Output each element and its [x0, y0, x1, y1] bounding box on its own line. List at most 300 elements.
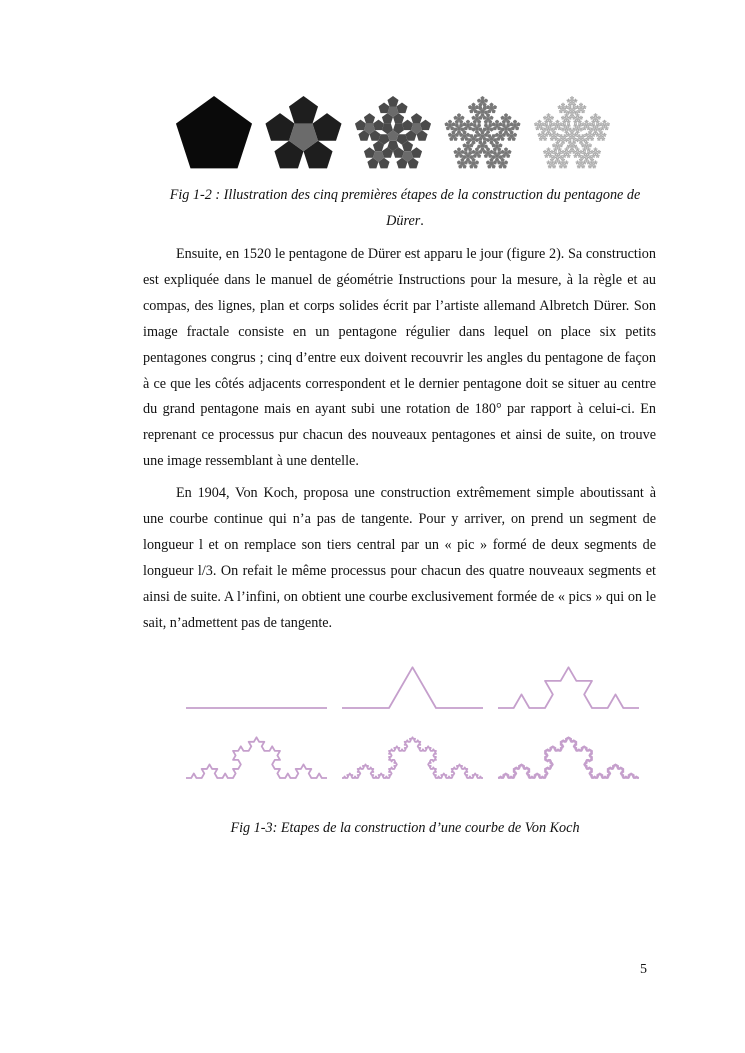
- pentagon-tile: [550, 117, 552, 119]
- pentagon-tile: [562, 121, 564, 123]
- durer-stage-2: [355, 96, 431, 168]
- pentagon-tile: [575, 161, 577, 163]
- pentagon-tile: [589, 122, 591, 124]
- pentagon-tile: [595, 160, 597, 162]
- pentagon-tile: [573, 121, 575, 123]
- pentagon-tile: [607, 127, 609, 129]
- pentagon-tile: [569, 134, 571, 136]
- pentagon-tile: [584, 136, 586, 138]
- pentagon-tile: [549, 148, 551, 150]
- pentagon-tile: [564, 161, 566, 163]
- pentagon-tile: [489, 150, 493, 154]
- pentagon-tile: [500, 116, 504, 120]
- pentagon-tile: [548, 113, 550, 115]
- pentagon-tile: [578, 140, 580, 142]
- pentagon-tile: [597, 117, 599, 119]
- pentagon-tile: [584, 157, 586, 159]
- pentagon-tile: [582, 122, 584, 124]
- pentagon-tile: [577, 165, 579, 167]
- pentagon-tile: [466, 120, 470, 124]
- pentagon-tile: [605, 121, 607, 123]
- pentagon-tile: [566, 136, 568, 138]
- pentagon-tile: [504, 113, 508, 117]
- pentagon-tile: [489, 128, 493, 132]
- pentagon-tile: [564, 114, 566, 116]
- pentagon-tile: [584, 123, 586, 125]
- pentagon-tile: [593, 151, 595, 153]
- pentagon-tile: [448, 120, 452, 124]
- pentagon-tile: [577, 110, 579, 112]
- pentagon-tile: [575, 140, 577, 142]
- pentagon-tile: [561, 129, 563, 131]
- pentagon-tile: [561, 151, 563, 153]
- pentagon-tile: [580, 150, 582, 152]
- pentagon-tile: [560, 127, 562, 129]
- pentagon-tile: [584, 110, 586, 112]
- pentagon-tile: [573, 155, 575, 157]
- pentagon-tile: [564, 140, 566, 142]
- pentagon-tile: [548, 147, 550, 149]
- pentagon-tile: [540, 134, 542, 136]
- figure-1-3-caption: Fig 1-3: Etapes de la construction d’une courbe de Von Koch: [230, 820, 580, 836]
- pentagon-tile: [513, 120, 517, 124]
- pentagon-tile: [590, 144, 592, 146]
- pentagon-tile: [580, 125, 582, 127]
- pentagon-tile: [364, 113, 375, 124]
- pentagon-tile: [552, 144, 554, 146]
- pentagon-tile: [598, 121, 600, 123]
- pentagon-tile: [561, 117, 563, 119]
- pentagon-tile: [500, 150, 504, 154]
- pentagon-tile: [444, 122, 448, 126]
- pentagon-tile: [591, 155, 593, 157]
- pentagon-tile: [591, 134, 593, 136]
- pentagon-tile: [598, 116, 600, 118]
- pentagon-tile: [541, 123, 543, 125]
- pentagon-tile: [567, 140, 569, 142]
- pentagon-tile: [493, 105, 497, 109]
- pentagon-tile: [573, 125, 575, 127]
- pentagon-tile: [568, 103, 570, 105]
- pentagon-tile: [396, 103, 407, 114]
- pentagon-tile: [462, 122, 466, 126]
- pentagon-tile: [578, 161, 580, 163]
- pentagon-tile: [557, 138, 559, 140]
- pentagon-tile: [606, 123, 608, 125]
- pentagon-tile: [466, 133, 470, 137]
- pentagon-tile: [602, 121, 604, 123]
- pentagon-tile: [564, 129, 566, 131]
- pentagon-tile: [552, 117, 554, 119]
- pentagon-tile: [569, 112, 571, 114]
- pentagon-tile: [475, 105, 479, 109]
- pentagon-tile: [546, 138, 548, 140]
- pentagon-tile: [591, 116, 593, 118]
- pentagon-tile: [582, 161, 584, 163]
- pentagon-tile: [589, 143, 591, 145]
- pentagon-tile: [564, 106, 566, 108]
- pentagon-tile: [566, 141, 568, 143]
- pentagon-tile: [537, 121, 539, 123]
- pentagon-tile: [480, 96, 484, 100]
- pentagon-tile: [453, 116, 457, 120]
- pentagon-tile: [557, 106, 559, 108]
- pentagon-tile: [411, 147, 422, 158]
- pentagon-tile: [552, 123, 554, 125]
- pentagon-tile: [566, 165, 568, 167]
- pentagon-tile: [568, 142, 570, 144]
- pentagon-tile: [566, 160, 568, 162]
- pentagon-tile: [567, 161, 569, 163]
- pentagon-tile: [598, 125, 600, 127]
- pentagon-tile: [561, 103, 563, 105]
- pentagon-tile: [579, 117, 581, 119]
- pentagon-tile: [477, 98, 481, 102]
- pentagon-tile: [560, 153, 562, 155]
- pentagon-tile: [605, 134, 607, 136]
- pentagon-tile: [553, 122, 555, 124]
- pentagon-tile: [551, 134, 553, 136]
- pentagon-tile: [591, 125, 593, 127]
- pentagon-tile: [569, 99, 571, 101]
- pentagon-tile: [543, 151, 545, 153]
- pentagon-tile: [453, 150, 457, 154]
- pentagon-tile: [589, 161, 591, 163]
- paragraph-koch: En 1904, Von Koch, proposa une construction extrêmement simple aboutissant à une courbe continue qui n’a pas de tangente. Pour y arriver, on prend un segment de longueur l et on remplace son tiers central par un « pic » formé de deux segments de longueur l/3. On refait le même processus pour chacun des quatre nouveaux segments et ainsi de suite. A l’infini, on obtient une courbe exclusivement formée de « pics » qui on le sait, n’admettent pas de tangente.: [143, 485, 656, 631]
- pentagon-tile: [587, 142, 589, 144]
- pentagon-tile: [566, 99, 568, 101]
- pentagon-tile: [498, 122, 502, 126]
- pentagon-tile: [564, 132, 566, 134]
- pentagon-tile: [555, 134, 557, 136]
- pentagon-tile: [460, 116, 464, 120]
- pentagon-tile: [559, 110, 561, 112]
- pentagon-tile: [471, 128, 475, 132]
- pentagon-tile: [578, 148, 580, 150]
- pentagon-tile: [486, 160, 490, 164]
- pentagon-tile: [589, 127, 591, 129]
- pentagon-tile: [420, 120, 431, 131]
- pentagon-tile: [551, 125, 553, 127]
- pentagon-tile: [553, 148, 555, 150]
- pentagon-tile: [537, 134, 539, 136]
- page-number: 5: [640, 962, 647, 977]
- pentagon-tile: [581, 129, 583, 131]
- pentagon-tile: [560, 122, 562, 124]
- pentagon-tile: [571, 96, 573, 98]
- pentagon-tile: [582, 153, 584, 155]
- pentagon-tile: [312, 113, 341, 141]
- pentagon-tile: [588, 165, 590, 167]
- pentagon-tile: [585, 106, 587, 108]
- pentagon-tile: [575, 103, 577, 105]
- pentagon-tile: [568, 108, 570, 110]
- pentagon-tile: [553, 161, 555, 163]
- pentagon-tile: [584, 134, 586, 136]
- pentagon-tile: [551, 150, 553, 152]
- pentagon-tile: [550, 138, 552, 140]
- pentagon-tile: [589, 148, 591, 150]
- pentagon-tile: [577, 160, 579, 162]
- figure-1-2-caption-period: .: [420, 213, 424, 229]
- figure-1-2-caption-line1: Fig 1-2 : Illustration des cinq premières étapes de la construction du pentagone de: [169, 187, 641, 203]
- pentagon-tile: [550, 159, 552, 161]
- pentagon-tile: [544, 116, 546, 118]
- pentagon-tile: [569, 155, 571, 157]
- pentagon-tile: [546, 129, 548, 131]
- pentagon-tile: [568, 151, 570, 153]
- pentagon-tile: [564, 148, 566, 150]
- pentagon-tile: [469, 122, 473, 126]
- pentagon-tile: [558, 121, 560, 123]
- pentagon-tile: [564, 142, 566, 144]
- pentagon-tile: [555, 121, 557, 123]
- pentagon-tile: [586, 133, 588, 135]
- koch-stage-2: [498, 667, 639, 708]
- pentagon-tile: [540, 121, 542, 123]
- pentagon-tile: [555, 144, 557, 146]
- pentagon-tile: [457, 147, 461, 151]
- pentagon-tile: [598, 155, 600, 157]
- pentagon-tile: [602, 134, 604, 136]
- pentagon-tile: [604, 120, 606, 122]
- pentagon-tile: [579, 129, 581, 131]
- pentagon-tile: [578, 132, 580, 134]
- pentagon-tile: [491, 122, 495, 126]
- pentagon-tile: [597, 129, 599, 131]
- pentagon-tile: [548, 165, 550, 167]
- pentagon-tile: [599, 117, 601, 119]
- pentagon-tile: [387, 96, 398, 107]
- pentagon-tile: [580, 155, 582, 157]
- pentagon-tile: [577, 141, 579, 143]
- pentagon-tile: [509, 122, 513, 126]
- pentagon-tile: [568, 138, 570, 140]
- pentagon-tile: [580, 116, 582, 118]
- pentagon-tile: [573, 99, 575, 101]
- pentagon-tile: [504, 160, 508, 164]
- pentagon-tile: [544, 134, 546, 136]
- pentagon-tile: [566, 105, 568, 107]
- pentagon-tile: [355, 120, 366, 131]
- pentagon-tile: [468, 105, 472, 109]
- pentagon-tile: [596, 114, 598, 116]
- pentagon-tile: [549, 114, 551, 116]
- pentagon-tile: [546, 114, 548, 116]
- pentagon-tile: [582, 106, 584, 108]
- pentagon-tile: [373, 120, 384, 131]
- pentagon-tile: [580, 130, 582, 132]
- koch-stage-4: [342, 737, 483, 778]
- pentagon-tile: [569, 146, 571, 148]
- pentagon-tile: [564, 159, 566, 161]
- pentagon-tile: [584, 144, 586, 146]
- pentagon-tile: [600, 122, 602, 124]
- pentagon-tile: [575, 117, 577, 119]
- pentagon-tile: [598, 150, 600, 152]
- pentagon-tile: [581, 103, 583, 105]
- pentagon-tile: [504, 147, 508, 151]
- pentagon-tile: [575, 129, 577, 131]
- pentagon-tile: [580, 103, 582, 105]
- pentagon-tile: [568, 98, 570, 100]
- pentagon-tile: [602, 123, 604, 125]
- pentagon-tile: [579, 159, 581, 161]
- pentagon-tile: [589, 153, 591, 155]
- pentagon-tile: [489, 103, 493, 107]
- pentagon-tile: [475, 138, 479, 142]
- pentagon-tile: [553, 143, 555, 145]
- pentagon-tile: [588, 131, 590, 133]
- pentagon-tile: [507, 116, 511, 120]
- durer-pentagon-figure: [172, 90, 640, 176]
- pentagon-tile: [607, 122, 609, 124]
- pentagon-tile: [549, 161, 551, 163]
- pentagon-tile: [591, 121, 593, 123]
- pentagon-tile: [535, 127, 537, 129]
- pentagon-tile: [551, 121, 553, 123]
- pentagon-tile: [593, 114, 595, 116]
- pentagon-tile: [595, 165, 597, 167]
- pentagon-tile: [575, 98, 577, 100]
- pentagon-tile: [558, 134, 560, 136]
- pentagon-tile: [457, 160, 461, 164]
- pentagon-tile: [581, 123, 583, 125]
- pentagon-tile: [546, 151, 548, 153]
- figure-1-2-caption: [150, 182, 660, 234]
- pentagon-tile: [567, 106, 569, 108]
- pentagon-tile: [289, 96, 318, 124]
- pentagon-tile: [495, 133, 499, 137]
- pentagon-tile: [559, 157, 561, 159]
- pentagon-tile: [587, 134, 589, 136]
- pentagon-tile: [557, 120, 559, 122]
- pentagon-tile: [471, 116, 475, 120]
- pentagon-tile: [575, 106, 577, 108]
- pentagon-tile: [575, 138, 577, 140]
- koch-curve-figure: [184, 660, 654, 790]
- pentagon-tile: [590, 151, 592, 153]
- pentagon-tile: [569, 125, 571, 127]
- pentagon-tile: [265, 113, 294, 141]
- pentagon-tile: [546, 148, 548, 150]
- pentagon-tile: [561, 123, 563, 125]
- durer-stage-3: [444, 96, 520, 168]
- pentagon-tile: [579, 151, 581, 153]
- pentagon-tile: [553, 153, 555, 155]
- pentagon-tile: [555, 131, 557, 133]
- pentagon-tile: [595, 113, 597, 115]
- pentagon-tile: [581, 151, 583, 153]
- pentagon-tile: [582, 148, 584, 150]
- pentagon-tile: [462, 143, 466, 147]
- pentagon-tile: [578, 106, 580, 108]
- pentagon-tile: [475, 160, 479, 164]
- pentagon-tile: [559, 105, 561, 107]
- pentagon-tile: [576, 99, 578, 101]
- pentagon-tile: [541, 131, 543, 133]
- pentagon-tile: [364, 147, 375, 158]
- pentagon-tile: [573, 112, 575, 114]
- pentagon-tile: [581, 117, 583, 119]
- pentagon-tile: [557, 133, 559, 135]
- pentagon-tile: [586, 138, 588, 140]
- durer-stage-0: [176, 96, 252, 168]
- paragraph-durer: Ensuite, en 1520 le pentagone de Dürer est apparu le jour (figure 2). Sa construction est expliquée dans le manuel de géométrie Instructions pour la mesure, à la règle et au compas, des lignes, plan et corps solides écrit par l’artiste allemand Albretch Dürer. Son image fractale consiste en un pentagone régulier dans lequel on place six petits pentagones congrus ; cinq d’entre eux doivent recouvrir les angles du pentagone de façon à ce que les côtés adjacents correspondent et le dernier pentagone doit se situer au centre du grand pentagone mais en ayant subi une rotation de 180° par rapport à celui-ci. En reprenant ce processus pur chacun des nouveaux pentagones et ainsi de suite, on trouve une image ressemblant à une dentelle.: [143, 246, 656, 470]
- figure-1-2-caption-line2: Dürer: [386, 213, 421, 229]
- pentagon-tile: [498, 143, 502, 147]
- pentagon-tile: [559, 123, 561, 125]
- pentagon-tile: [562, 155, 564, 157]
- pentagon-tile: [559, 136, 561, 138]
- pentagon-tile: [564, 151, 566, 153]
- pentagon-tile: [176, 96, 252, 168]
- pentagon-tile: [586, 120, 588, 122]
- pentagon-tile: [562, 125, 564, 127]
- pentagon-tile: [588, 123, 590, 125]
- pentagon-tile: [580, 121, 582, 123]
- durer-stage-4: [534, 96, 610, 168]
- pentagon-tile: [544, 125, 546, 127]
- pentagon-tile: [550, 129, 552, 131]
- pentagon-tile: [534, 123, 536, 125]
- pentagon-tile: [566, 110, 568, 112]
- pentagon-tile: [596, 148, 598, 150]
- pentagon-tile: [591, 150, 593, 152]
- pentagon-tile: [597, 151, 599, 153]
- pentagon-tile: [548, 160, 550, 162]
- pentagon-tile: [546, 117, 548, 119]
- pentagon-tile: [551, 116, 553, 118]
- pentagon-tile: [489, 116, 493, 120]
- pentagon-tile: [569, 121, 571, 123]
- pentagon-tile: [593, 138, 595, 140]
- pentagon-tile: [544, 150, 546, 152]
- pentagon-tile: [550, 151, 552, 153]
- pentagon-tile: [604, 133, 606, 135]
- pentagon-tile: [599, 151, 601, 153]
- pentagon-tile: [552, 151, 554, 153]
- pentagon-tile: [600, 127, 602, 129]
- pentagon-tile: [539, 138, 541, 140]
- pentagon-tile: [593, 161, 595, 163]
- pentagon-tile: [555, 165, 557, 167]
- pentagon-tile: [577, 105, 579, 107]
- pentagon-tile: [539, 120, 541, 122]
- pentagon-tile: [448, 133, 452, 137]
- pentagon-tile: [582, 140, 584, 142]
- pentagon-tile: [471, 150, 475, 154]
- pentagon-tile: [555, 123, 557, 125]
- pentagon-tile: [562, 150, 564, 152]
- pentagon-tile: [539, 133, 541, 135]
- pentagon-tile: [568, 129, 570, 131]
- pentagon-tile: [560, 161, 562, 163]
- pentagon-tile: [584, 105, 586, 107]
- pentagon-tile: [582, 127, 584, 129]
- pentagon-tile: [484, 98, 488, 102]
- pentagon-tile: [593, 159, 595, 161]
- pentagon-tile: [584, 121, 586, 123]
- koch-stage-3: [186, 737, 327, 778]
- pentagon-tile: [588, 144, 590, 146]
- pentagon-tile: [551, 155, 553, 157]
- pentagon-tile: [507, 150, 511, 154]
- pentagon-tile: [584, 165, 586, 167]
- pentagon-tile: [588, 157, 590, 159]
- pentagon-tile: [553, 127, 555, 129]
- pentagon-tile: [516, 122, 520, 126]
